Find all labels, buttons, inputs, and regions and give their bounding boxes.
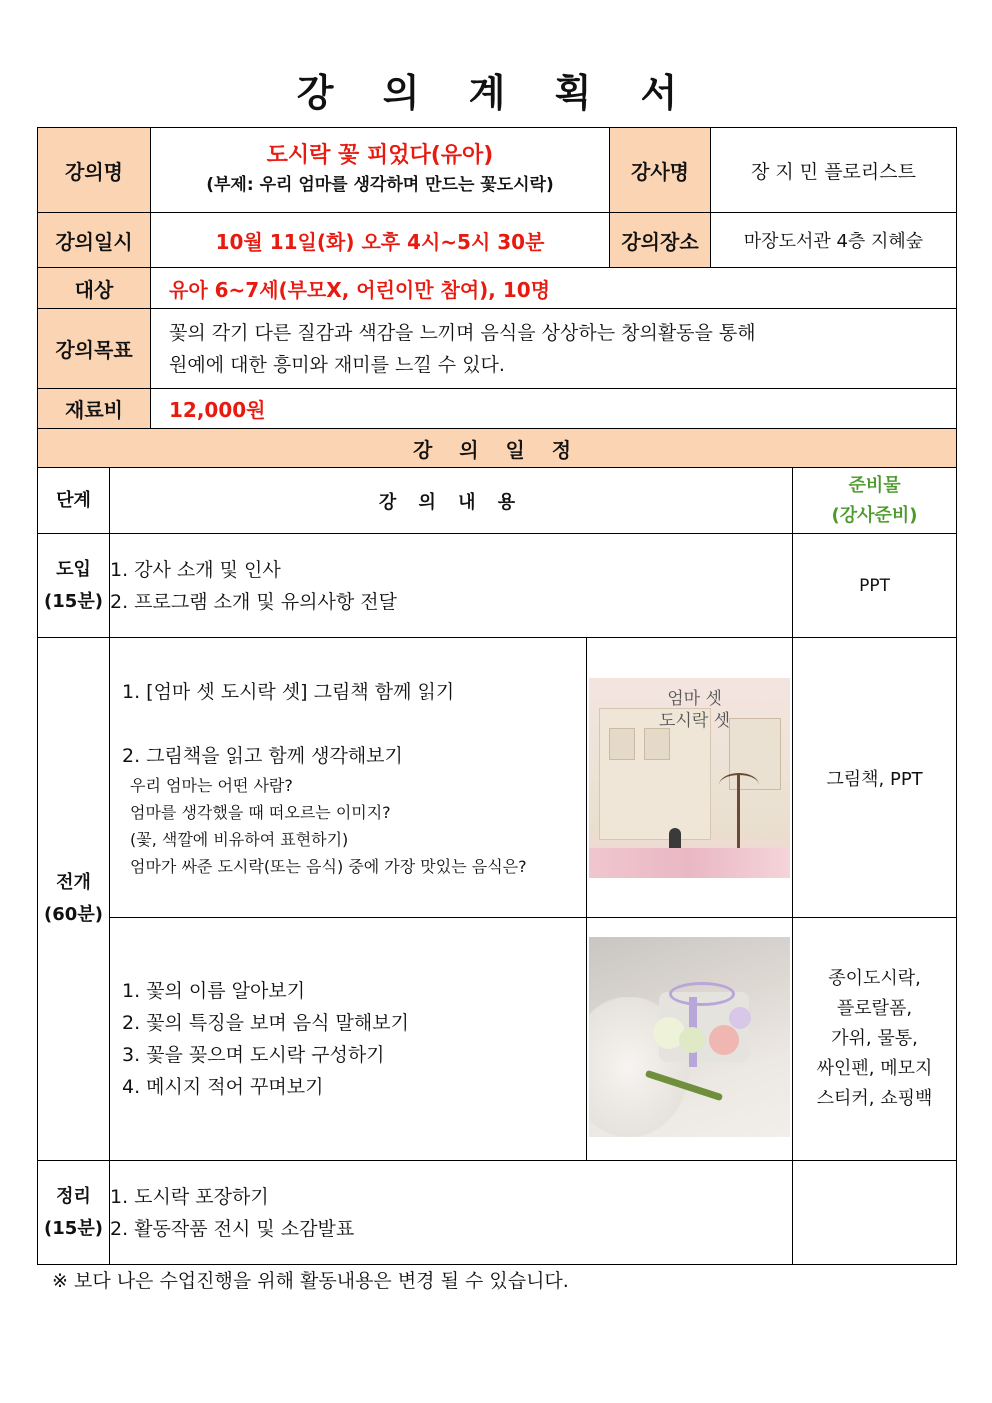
course-place: 마장도서관 4층 지혜숲 — [711, 213, 957, 268]
goal-line-1: 꽃의 각기 다른 질감과 색감을 느끼며 음식을 상상하는 창의활동을 통해 — [169, 321, 756, 344]
question-4: 엄마가 싸준 도시락(또는 음식) 중에 가장 맛있는 음식은? — [130, 856, 527, 876]
course-target: 유아 6~7세(부모X, 어린이만 참여), 10명 — [151, 268, 957, 309]
place-label: 강의장소 — [610, 213, 711, 268]
date-label: 강의일시 — [38, 213, 151, 268]
picture-book-cover — [589, 678, 790, 878]
wrap-item-2: 2. 활동작품 전시 및 소감발표 — [110, 1217, 355, 1240]
main-item-2: 2. 그림책을 읽고 함께 생각해보기 — [122, 744, 403, 767]
wrap-supplies — [793, 1161, 957, 1265]
schedule-header: 강 의 일 정 — [38, 429, 957, 468]
col-supplies-header: 준비물 — [848, 474, 901, 496]
supply-5: 스티커, 쇼핑백 — [816, 1088, 933, 1109]
course-subtitle: (부제: 우리 엄마를 생각하며 만드는 꽃도시락) — [206, 175, 554, 195]
footnote: ※ 보다 나은 수업진행을 위해 활동내용은 변경 될 수 있습니다. — [52, 1270, 569, 1292]
main-stage: 전개 — [56, 872, 91, 893]
fee-label: 재료비 — [38, 389, 151, 429]
question-1: 우리 엄마는 어떤 사람? — [130, 775, 293, 795]
wrap-stage: 정리 — [56, 1185, 91, 1207]
target-label: 대상 — [38, 268, 151, 309]
course-fee: 12,000원 — [151, 389, 957, 429]
goal-label: 강의목표 — [38, 309, 151, 389]
document-title: 강 의 계 획 서 — [296, 71, 696, 115]
main-part2-item-3: 3. 꽃을 꽂으며 도시락 구성하기 — [122, 1044, 385, 1066]
intro-time: (15분) — [44, 590, 103, 612]
main-part1-supplies: 그림책, PPT — [793, 638, 957, 918]
flower-lunchbox-photo — [589, 937, 790, 1137]
intro-stage: 도입 — [56, 558, 91, 580]
goal-line-2: 원예에 대한 흥미와 재미를 느낄 수 있다. — [169, 353, 505, 376]
supply-1: 종이도시락, — [828, 968, 921, 989]
question-2: 엄마를 생각했을 때 떠오르는 이미지? — [130, 802, 391, 822]
book-title-line-1: 엄마 셋 — [667, 688, 722, 709]
intro-supplies: PPT — [793, 534, 957, 638]
course-info-table — [37, 127, 957, 429]
instructor-name: 장 지 민 플로리스트 — [711, 128, 957, 213]
instructor-label: 강사명 — [610, 128, 711, 213]
main-part2-item-4: 4. 메시지 적어 꾸며보기 — [122, 1076, 324, 1098]
supply-3: 가위, 물통, — [831, 1028, 918, 1049]
wrap-time: (15분) — [44, 1217, 103, 1239]
course-date: 10월 11일(화) 오후 4시~5시 30분 — [151, 213, 610, 268]
intro-item-1: 1. 강사 소개 및 인사 — [110, 558, 281, 581]
wrap-item-1: 1. 도시락 포장하기 — [110, 1185, 269, 1208]
course-name-label: 강의명 — [38, 128, 151, 213]
supply-4: 싸인펜, 메모지 — [816, 1058, 933, 1079]
main-item-1: 1. [엄마 셋 도시락 셋] 그림책 함께 읽기 — [122, 680, 455, 703]
question-3: (꽃, 색깔에 비유하여 표현하기) — [130, 829, 349, 849]
col-stage-header: 단계 — [38, 468, 110, 534]
main-time: (60분) — [44, 904, 103, 925]
col-content-header: 강 의 내 용 — [110, 468, 793, 534]
main-part2-item-2: 2. 꽃의 특징을 보며 음식 말해보기 — [122, 1012, 409, 1034]
col-supplies-subheader: (강사준비) — [831, 504, 918, 526]
course-name: 도시락 꽃 피었다(유아) — [266, 143, 494, 168]
schedule-table — [37, 428, 957, 1265]
intro-item-2: 2. 프로그램 소개 및 유의사항 전달 — [110, 590, 397, 613]
book-title-line-2: 도시락 셋 — [659, 710, 731, 731]
main-part2-item-1: 1. 꽃의 이름 알아보기 — [122, 980, 306, 1002]
supply-2: 플로랄폼, — [836, 998, 913, 1019]
